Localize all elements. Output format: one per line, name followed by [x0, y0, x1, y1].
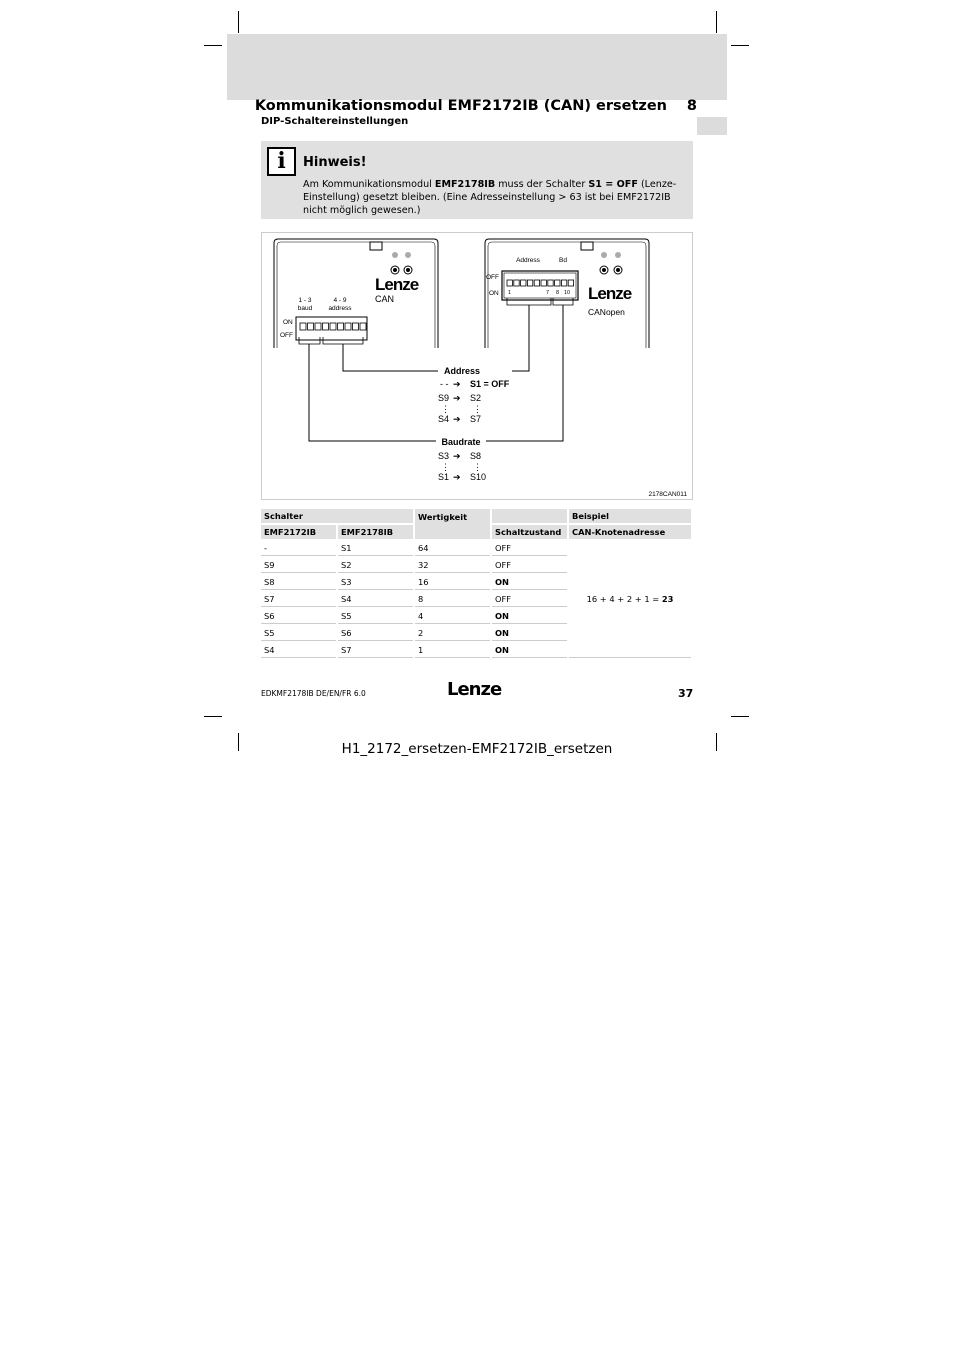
header-wertigkeit: Wertigkeit — [415, 509, 490, 539]
address-row1-right: S1 = OFF — [470, 379, 510, 389]
switch-table — [259, 507, 693, 660]
dip-switch-figure — [261, 232, 693, 500]
led-icon — [406, 268, 410, 272]
cell-zustand: ON — [492, 626, 567, 641]
canopen-label: CANopen — [588, 307, 625, 317]
info-icon: i — [267, 147, 296, 176]
ellipsis-icon: ⋮ — [473, 404, 482, 414]
baud-row2-right: S10 — [470, 472, 487, 482]
cell-zustand: ON — [492, 575, 567, 590]
cell-wertigkeit: 4 — [415, 609, 490, 624]
switch-number-1: 1 — [508, 290, 512, 296]
cell-zustand: OFF — [492, 541, 567, 556]
note-text-bold: S1 = OFF — [588, 179, 638, 190]
switch-number-8: 8 — [556, 290, 560, 296]
led-icon — [393, 268, 397, 272]
cell-emf2172: S4 — [261, 643, 336, 658]
header-zustand: Schaltzustand — [492, 525, 567, 539]
figure-id: 2178CAN011 — [648, 491, 687, 498]
baud-range-label: 1 - 3 — [298, 297, 312, 304]
note-text-part: Am Kommunikationsmodul — [303, 179, 435, 190]
cell-emf2172: S7 — [261, 592, 336, 607]
address-row2-left: S9 — [438, 393, 450, 403]
arrow-icon: ➔ — [453, 414, 461, 424]
led-icon — [601, 252, 607, 258]
crop-mark — [238, 11, 239, 33]
switch-table-wrap — [261, 507, 695, 660]
baud-row1-left: S3 — [438, 451, 450, 461]
off-label-left: OFF — [280, 332, 293, 339]
note-title: Hinweis! — [303, 155, 367, 170]
cell-emf2178: S7 — [338, 643, 413, 658]
arrow-icon: ➔ — [453, 393, 461, 403]
switch-number-7: 7 — [546, 290, 550, 296]
address-row2-right: S2 — [470, 393, 482, 403]
led-icon — [616, 268, 620, 272]
table-row — [261, 541, 691, 556]
crop-mark — [731, 716, 749, 717]
header-beispiel: Beispiel — [569, 509, 691, 523]
cell-emf2172: S8 — [261, 575, 336, 590]
left-module-clip — [370, 242, 382, 250]
page-title — [254, 98, 697, 114]
crop-mark — [204, 45, 222, 46]
cell-wertigkeit: 16 — [415, 575, 490, 590]
cell-emf2172: - — [261, 541, 336, 556]
on-label-left: ON — [283, 319, 293, 326]
baud-row1-right: S8 — [470, 451, 482, 461]
cell-emf2178: S4 — [338, 592, 413, 607]
on-label-right: ON — [489, 290, 499, 297]
ellipsis-icon: ⋮ — [473, 462, 482, 472]
header-band — [227, 34, 727, 114]
footer-doc-number: EDKMF2178IB DE/EN/FR 6.0 — [261, 689, 366, 698]
note-text-bold: EMF2178IB — [434, 179, 496, 190]
cell-zustand: ON — [492, 643, 567, 658]
address-row1-left: - - — [440, 379, 449, 389]
cell-wertigkeit: 32 — [415, 558, 490, 573]
example-result: 23 — [661, 594, 674, 604]
address-row3-right: S7 — [470, 414, 482, 424]
led-icon — [405, 252, 411, 258]
address-row3-left: S4 — [438, 414, 450, 424]
header-emf2172: EMF2172IB — [261, 525, 336, 539]
crop-mark — [204, 716, 222, 717]
chapter-number: 8 — [686, 98, 697, 114]
led-icon — [615, 252, 621, 258]
dip-switch-left-levers — [300, 323, 366, 330]
cell-wertigkeit: 1 — [415, 643, 490, 658]
led-icon — [392, 252, 398, 258]
header-emf2178: EMF2178IB — [338, 525, 413, 539]
cell-emf2172: S6 — [261, 609, 336, 624]
cell-example — [569, 541, 691, 658]
file-caption: H1_2172_ersetzen-EMF2172IB_ersetzen — [341, 741, 613, 757]
page-title-text: Kommunikationsmodul EMF2172IB (CAN) ersetzen — [254, 98, 667, 114]
ellipsis-icon: ⋮ — [441, 404, 450, 414]
page-number: 37 — [678, 687, 694, 700]
right-module-clip — [581, 242, 593, 250]
side-tab — [697, 117, 727, 135]
can-label: CAN — [375, 294, 395, 304]
crop-mark — [731, 45, 749, 46]
note-text-part: (Lenze-Einstellung) gesetzt bleiben. (Eine Adresseinstellung > 63 ist bei EMF2172IB nicht möglich gewesen.) — [303, 179, 677, 216]
header-schalter: Schalter — [261, 509, 413, 523]
cell-emf2172: S9 — [261, 558, 336, 573]
address-label-right: Address — [516, 257, 540, 264]
note-text-part: muss der Schalter — [495, 179, 589, 190]
baud-block-title: Baudrate — [441, 437, 481, 447]
note-text — [303, 178, 688, 217]
cell-zustand: ON — [492, 609, 567, 624]
header-knoten: CAN-Knotenadresse — [569, 525, 691, 539]
switch-number-10: 10 — [564, 290, 571, 296]
arrow-icon: ➔ — [453, 451, 461, 461]
example-formula: 16 + 4 + 2 + 1 = — [586, 594, 662, 604]
lenze-logo-footer: Lenze — [447, 679, 502, 700]
cell-emf2178: S2 — [338, 558, 413, 573]
header-spacer — [492, 509, 567, 523]
bd-label: Bd — [559, 257, 567, 264]
cell-emf2178: S6 — [338, 626, 413, 641]
cell-emf2178: S3 — [338, 575, 413, 590]
dip-switch-diagram — [262, 233, 694, 501]
arrow-icon: ➔ — [453, 472, 461, 482]
section-title: DIP-Schaltereinstellungen — [261, 116, 409, 127]
led-icon — [602, 268, 606, 272]
lenze-logo-right: Lenze — [588, 284, 632, 303]
cell-emf2178: S5 — [338, 609, 413, 624]
cell-wertigkeit: 2 — [415, 626, 490, 641]
cell-wertigkeit: 64 — [415, 541, 490, 556]
table-header-row — [261, 509, 691, 523]
address-range-label: 4 - 9 — [333, 297, 347, 304]
baud-label: baud — [297, 305, 313, 312]
cell-zustand: OFF — [492, 558, 567, 573]
cell-wertigkeit: 8 — [415, 592, 490, 607]
lenze-logo-left: Lenze — [375, 275, 419, 294]
off-label-right: OFF — [486, 274, 499, 281]
address-block-title: Address — [443, 366, 481, 376]
cell-emf2172: S5 — [261, 626, 336, 641]
cell-emf2178: S1 — [338, 541, 413, 556]
address-label-left: address — [328, 305, 352, 312]
crop-mark — [716, 11, 717, 33]
cell-zustand: OFF — [492, 592, 567, 607]
arrow-icon: ➔ — [453, 379, 461, 389]
baud-row2-left: S1 — [438, 472, 450, 482]
ellipsis-icon: ⋮ — [441, 462, 450, 472]
